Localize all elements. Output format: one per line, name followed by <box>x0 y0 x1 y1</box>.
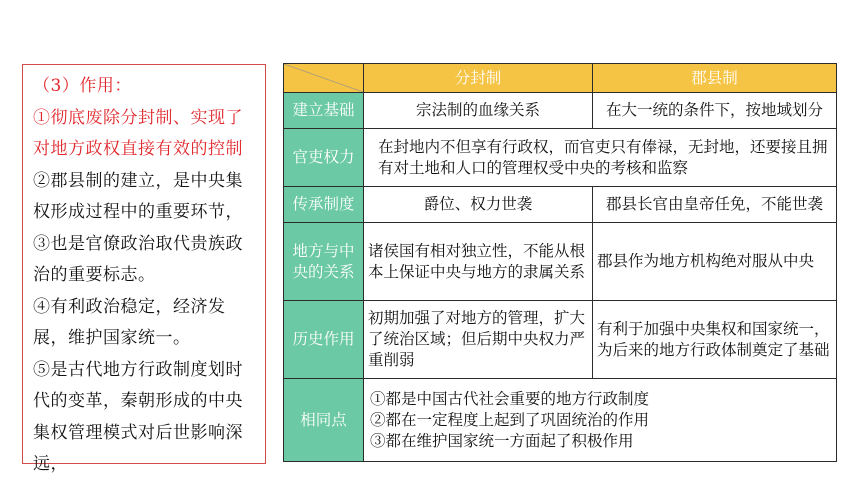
table-row <box>284 301 837 379</box>
header-junxian: 郡县制 <box>593 64 837 93</box>
table-row <box>284 379 837 462</box>
cell-junxian: 郡县长官由皇帝任免，不能世袭 <box>593 187 837 223</box>
row-label: 官吏权力 <box>284 129 364 187</box>
similarity-1: ①都是中国古代社会重要的地方行政制度 <box>370 389 650 408</box>
note-point-3: ③也是官僚政治取代贵族政治的重要标志。 <box>33 233 243 285</box>
table-row <box>284 223 837 301</box>
corner-cell <box>284 64 364 93</box>
note-point-1: ①彻底废除分封制、实现了对地方政权直接有效的控制 <box>33 107 243 159</box>
similarity-3: ③都在维护国家统一方面起了积极作用 <box>370 431 634 450</box>
cell-junxian: 有利于加强中央集权和国家统一，为后来的地方行政体制奠定了基础 <box>593 301 837 379</box>
cell-fengjian: 宗法制的血缘关系 <box>364 93 593 129</box>
table-row <box>284 129 837 187</box>
similarity-2: ②都在一定程度上起到了巩固统治的作用 <box>370 410 650 429</box>
note-point-2: ②郡县制的建立，是中央集权形成过程中的重要环节， <box>33 170 243 222</box>
row-label: 地方与中央的关系 <box>284 223 364 301</box>
cell-fengjian: 初期加强了对地方的管理，扩大了统治区域；但后期中央权力严重削弱 <box>364 301 593 379</box>
row-label: 建立基础 <box>284 93 364 129</box>
cell-merged-power: 在封地内不但享有行政权，而官吏只有俸禄，无封地，还要接且拥有对土地和人口的管理权受中央的考核和监察 <box>364 129 837 187</box>
row-label: 相同点 <box>284 379 364 462</box>
cell-fengjian: 爵位、权力世袭 <box>364 187 593 223</box>
comparison-table <box>283 63 837 462</box>
cell-junxian: 郡县作为地方机构绝对服从中央 <box>593 223 837 301</box>
cell-similarities <box>364 379 837 462</box>
table-row <box>284 187 837 223</box>
table-header-row <box>284 64 837 93</box>
row-label: 传承制度 <box>284 187 364 223</box>
table-row <box>284 93 837 129</box>
notes-box <box>22 64 266 474</box>
row-label: 历史作用 <box>284 301 364 379</box>
header-fengjian: 分封制 <box>364 64 593 93</box>
cell-fengjian: 诸侯国有相对独立性，不能从根本上保证中央与地方的隶属关系 <box>364 223 593 301</box>
cell-junxian: 在大一统的条件下，按地域划分 <box>593 93 837 129</box>
note-point-5: ⑤是古代地方行政制度划时代的变革，秦朝形成的中央集权管理模式对后世影响深远， <box>33 359 243 474</box>
note-point-4: ④有利政治稳定，经济发展，维护国家统一。 <box>33 296 226 348</box>
notes-heading: （3）作用： <box>33 76 132 96</box>
